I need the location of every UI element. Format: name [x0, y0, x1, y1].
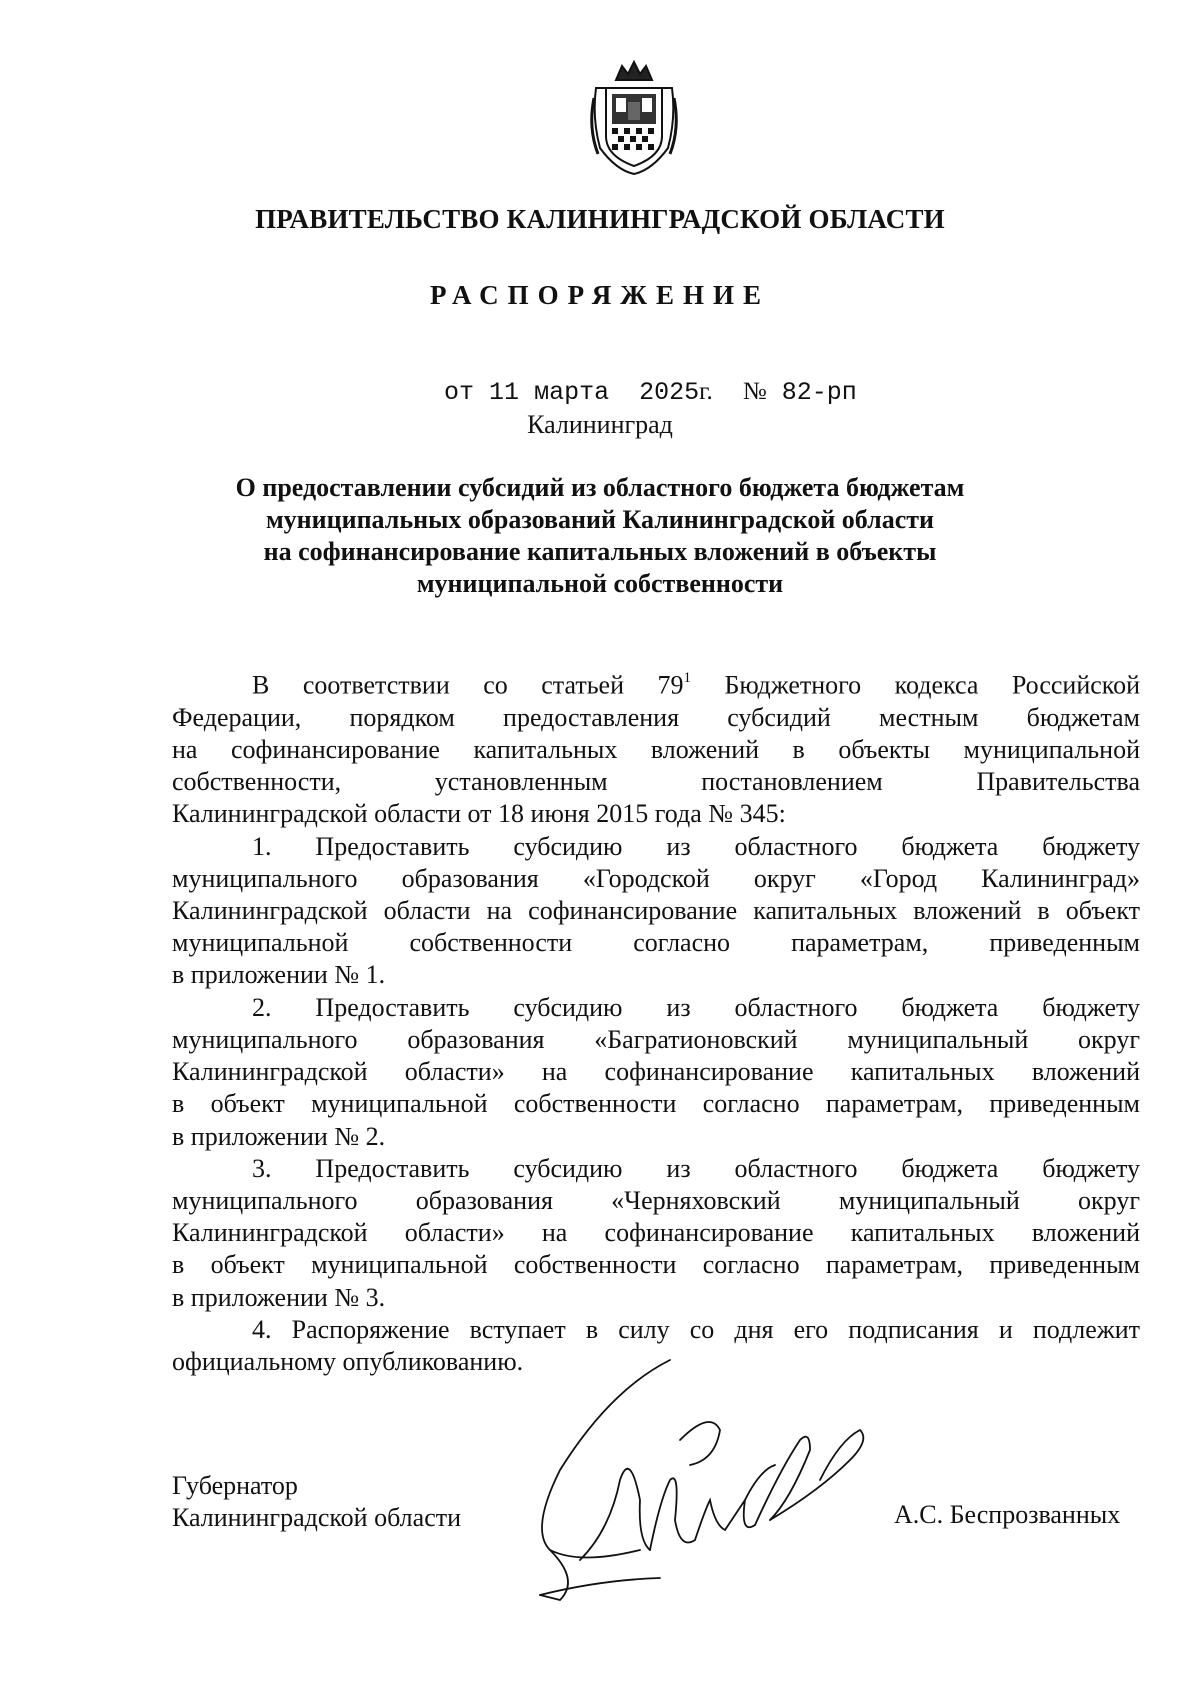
date-month: марта [534, 378, 610, 407]
date-and-number [444, 378, 857, 407]
signer-position: Губернатор [172, 1471, 298, 1500]
subject-line: на софинансирование капитальных вложений в объекты [263, 537, 937, 566]
item3-line: в объект муниципальной собственности согласно параметрам, приведенным [172, 1250, 1140, 1280]
signer-name: А.С. Беспрозванных [894, 1500, 1121, 1529]
item1-line: муниципальной собственности согласно параметрам, приведенным [172, 928, 1140, 958]
preamble-line [172, 664, 1140, 702]
item3-line: муниципального образования «Черняховский муниципальный округ [172, 1185, 1140, 1215]
signer-title [172, 1470, 461, 1534]
item1-line: Калининградской области на софинансирование капитальных вложений в объект [172, 896, 1140, 926]
subject-line: О предоставлении субсидий из областного бюджета бюджетам [235, 473, 965, 502]
subject-line: муниципальной собственности [416, 569, 784, 598]
item2-line: 2. Предоставить субсидию из областного бюджета бюджету [252, 992, 1140, 1022]
date-day: 11 [489, 378, 520, 407]
document-type: РАСПОРЯЖЕНИЕ [429, 280, 771, 310]
preamble-line: Калининградской области от 18 июня 2015 года № 345: [172, 799, 786, 829]
coat-of-arms-icon [586, 58, 682, 176]
item2-line: в приложении № 2. [172, 1121, 386, 1151]
preamble-text: В соответствии со статьей 79 [252, 670, 684, 700]
item4-line: официальному опубликованию. [172, 1346, 524, 1376]
preamble-line: собственности, установленным постановлением Правительства [172, 767, 1140, 797]
city: Калининград [527, 410, 673, 439]
preamble-text: Бюджетного кодекса Российской [690, 670, 1140, 700]
number-sign: № [742, 378, 767, 405]
item3-line: в приложении № 3. [172, 1282, 386, 1312]
item2-line: в объект муниципальной собственности согласно параметрам, приведенным [172, 1089, 1140, 1119]
signer-region: Калининградской области [172, 1503, 462, 1532]
item4-line: 4. Распоряжение вступает в силу со дня его подписания и подлежит [252, 1314, 1140, 1344]
document-subject [0, 472, 1200, 600]
item1-line: муниципального образования «Городской округ «Город Калининград» [172, 863, 1140, 893]
date-year: 2025 [639, 378, 700, 407]
item2-line: Калининградской области» на софинансирование капитальных вложений [172, 1057, 1140, 1087]
document-number: 82-рп [781, 378, 857, 407]
subject-line: муниципальных образований Калининградской области [265, 505, 935, 534]
preamble-line: на софинансирование капитальных вложений в объекты муниципальной [172, 735, 1140, 765]
year-suffix: г. [699, 378, 713, 405]
item1-line: 1. Предоставить субсидию из областного бюджета бюджету [252, 831, 1140, 861]
government-title: ПРАВИТЕЛЬСТВО КАЛИНИНГРАДСКОЙ ОБЛАСТИ [255, 204, 945, 234]
item3-line: Калининградской области» на софинансирование капитальных вложений [172, 1218, 1140, 1248]
item1-line: в приложении № 1. [172, 960, 386, 990]
document-body [172, 664, 1140, 1378]
signature-image [520, 1350, 880, 1610]
date-prefix: от [444, 378, 475, 407]
article-superscript: 1 [683, 670, 691, 686]
item2-line: муниципального образования «Багратионовский муниципальный округ [172, 1024, 1140, 1054]
item3-line: 3. Предоставить субсидию из областного бюджета бюджету [252, 1153, 1140, 1183]
preamble-line: Федерации, порядком предоставления субсидий местным бюджетам [172, 702, 1140, 732]
